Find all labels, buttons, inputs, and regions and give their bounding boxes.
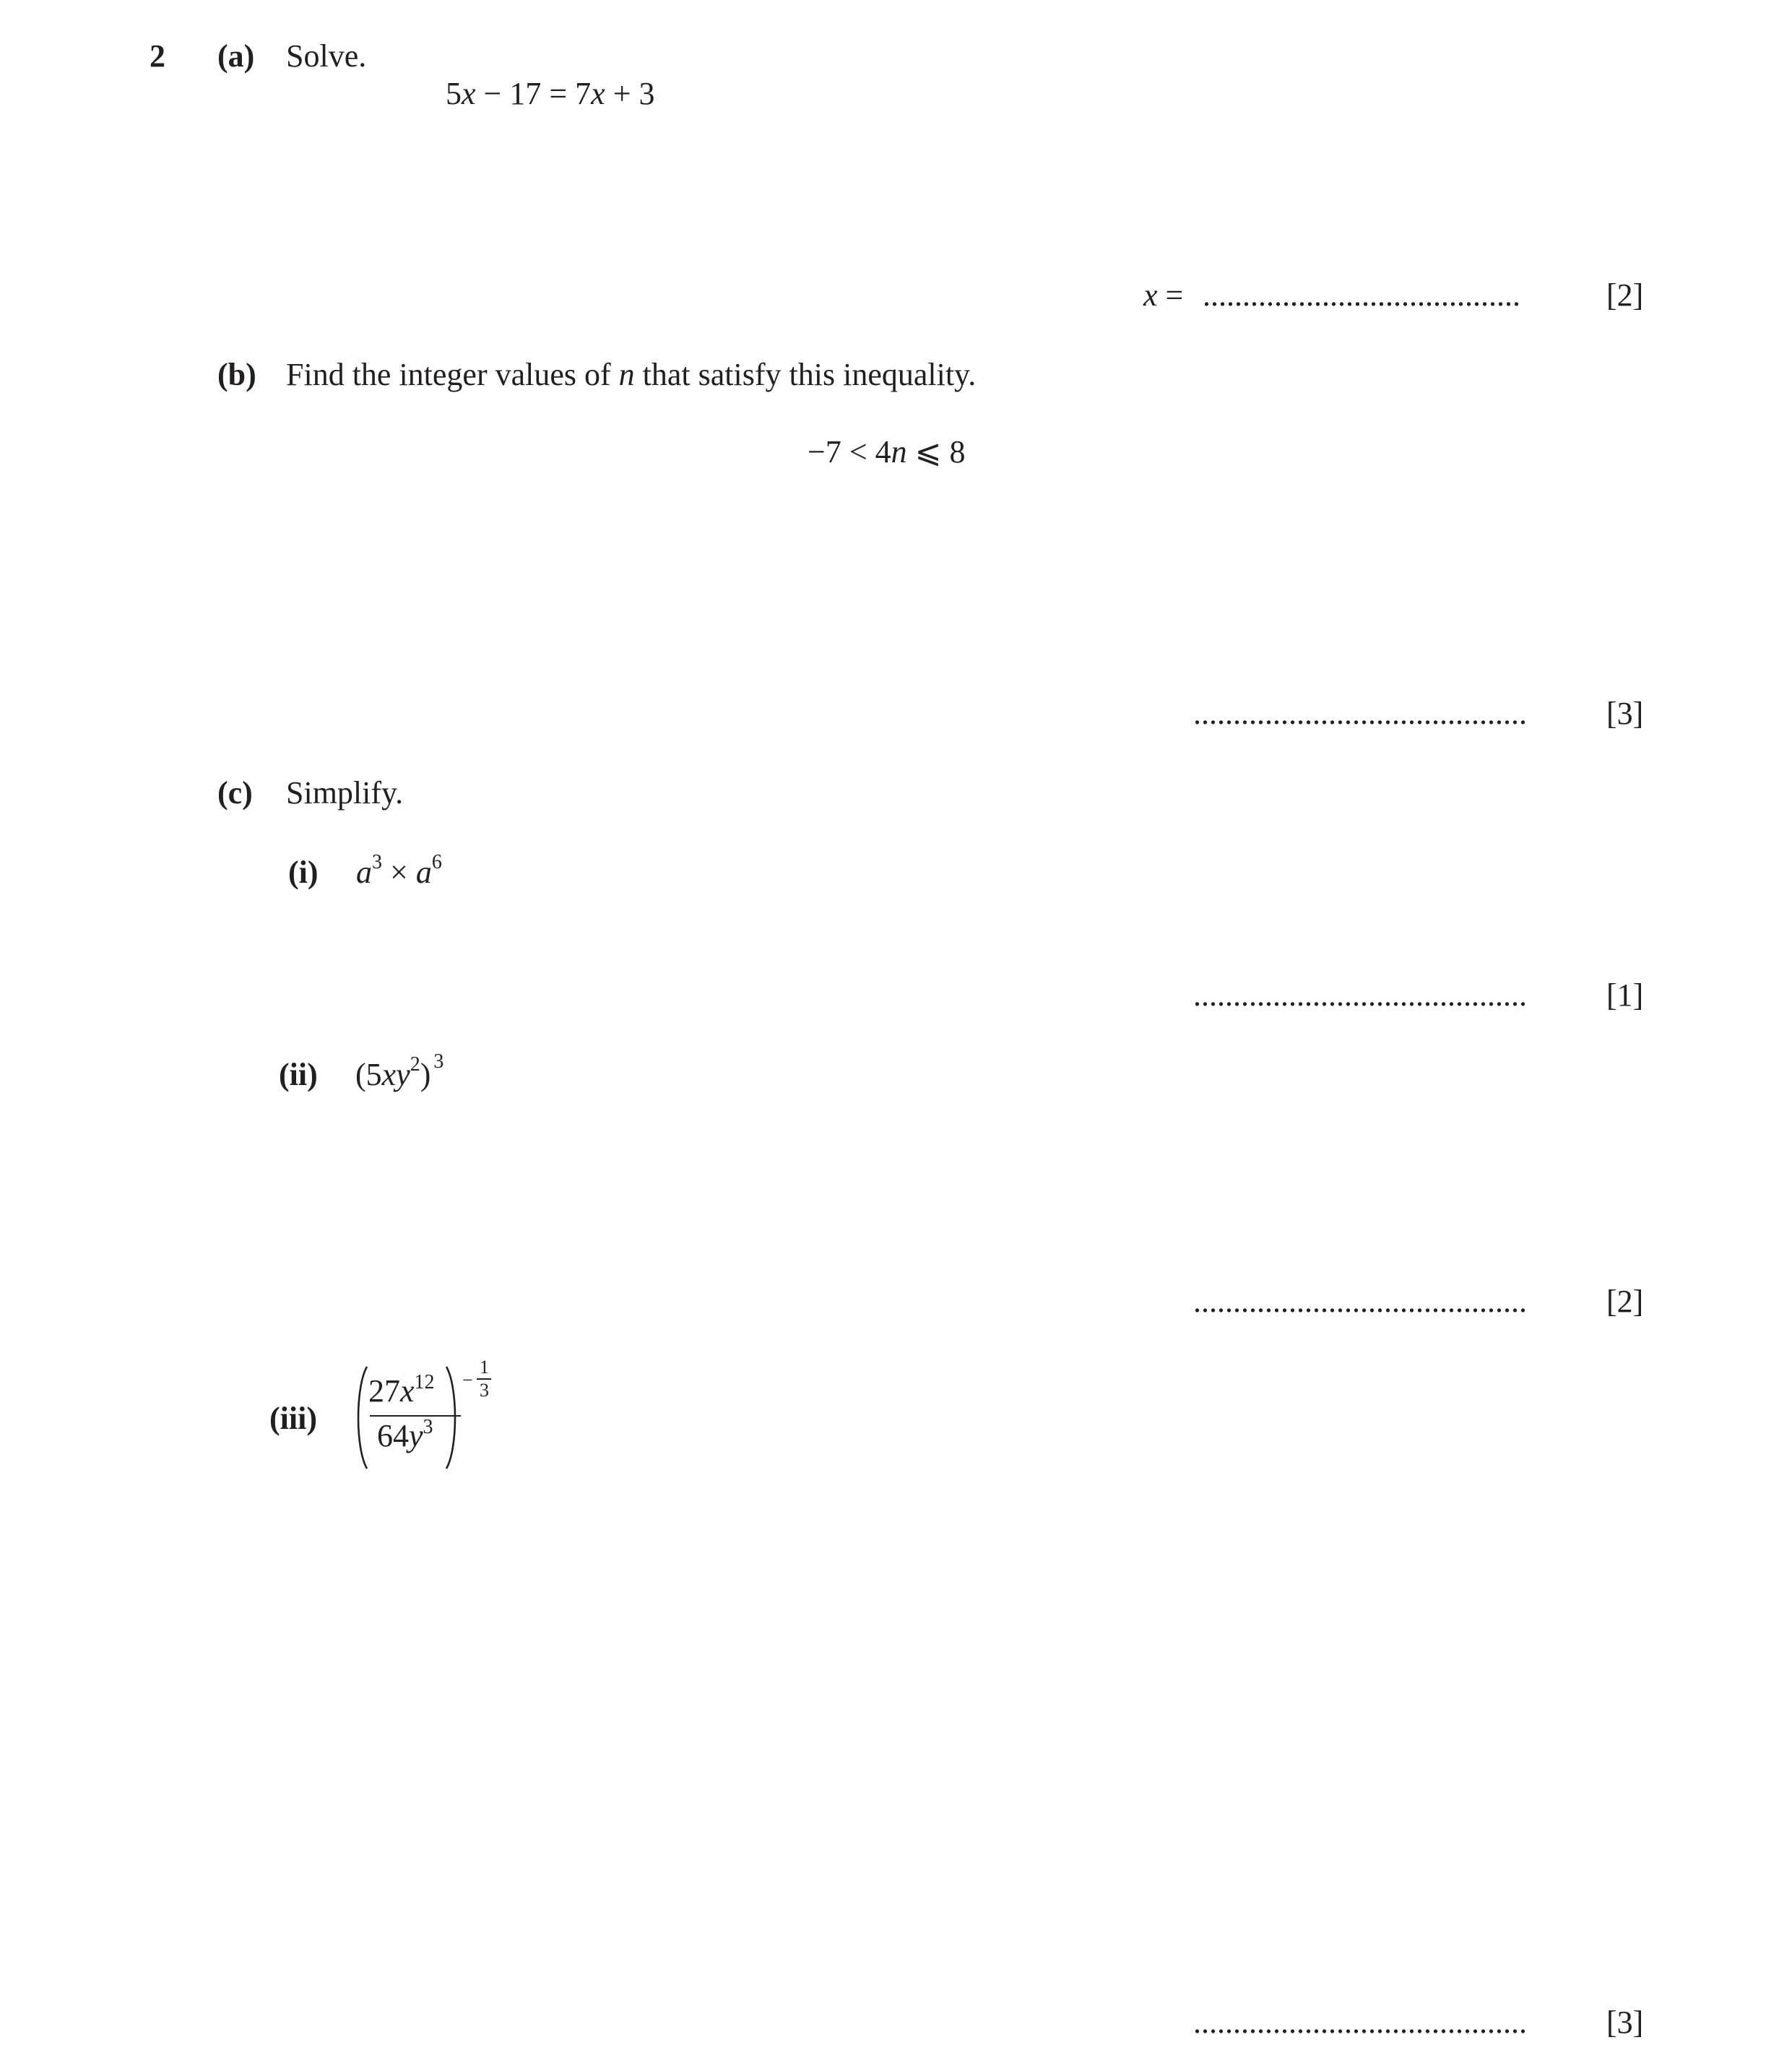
part-c-instruction: Simplify. — [286, 775, 404, 811]
ineq-var-n: n — [891, 434, 907, 470]
part-b-answer-line[interactable]: .......................................... — [1193, 698, 1527, 730]
c-i-base2: a — [415, 855, 432, 890]
c-iii-num-exp: 12 — [414, 1371, 435, 1393]
eq-rhs-rest: + 3 — [605, 76, 655, 111]
c-ii-close: ) — [420, 1057, 431, 1092]
part-a-instruction: Solve. — [286, 38, 367, 74]
c-i-times: × — [382, 855, 416, 890]
eq-var-x: x — [462, 76, 476, 111]
c-ii-var-x: x — [381, 1057, 397, 1092]
part-b-instruction-var: n — [618, 357, 635, 392]
part-a-answer-prefix — [1143, 277, 1184, 313]
part-c-ii-answer-line[interactable]: .......................................... — [1193, 1286, 1527, 1318]
part-a-label: (a) — [217, 38, 255, 74]
part-c-iii-marks: [3] — [1606, 2005, 1644, 2040]
part-c-label: (c) — [217, 775, 253, 811]
part-b-label: (b) — [217, 357, 256, 392]
eq-lhs-rest: − 17 = 7 — [475, 76, 592, 111]
part-c-iii-expression — [352, 1358, 504, 1474]
c-iii-denominator — [377, 1416, 433, 1453]
question-number: 2 — [150, 38, 165, 74]
eq-var-x2: x — [591, 76, 605, 111]
c-iii-numerator — [368, 1371, 435, 1409]
part-b-instruction-end: that satisfy this inequality. — [634, 357, 977, 392]
part-c-i-marks: [1] — [1606, 977, 1644, 1013]
ineq-right: ⩽ 8 — [906, 434, 966, 470]
part-a-marks: [2] — [1606, 277, 1644, 313]
part-c-ii-expression — [355, 1050, 444, 1092]
c-iii-num-var: x — [400, 1373, 415, 1409]
left-paren-icon — [352, 1365, 370, 1470]
part-c-ii-marks: [2] — [1606, 1284, 1644, 1319]
c-i-exp2: 6 — [431, 851, 442, 873]
part-c-i-answer-line[interactable]: .......................................... — [1193, 980, 1527, 1011]
right-paren-icon — [443, 1365, 461, 1470]
c-ii-var-y: y — [396, 1057, 410, 1092]
part-a-equation — [446, 78, 655, 110]
c-ii-inner-exp: 2 — [410, 1053, 420, 1076]
c-iii-outer-exp-num: 1 — [480, 1357, 489, 1378]
c-i-base1: a — [356, 855, 372, 890]
part-c-iii-label: (iii) — [269, 1401, 317, 1436]
c-iii-den-exp: 3 — [423, 1416, 433, 1438]
c-iii-outer-exp-sign: − — [462, 1370, 473, 1391]
part-c-iii-answer-line[interactable]: .......................................... — [1193, 2007, 1527, 2039]
part-c-i-expression — [356, 851, 442, 890]
part-c-ii-label: (ii) — [279, 1057, 318, 1092]
answer-equals: = — [1157, 277, 1184, 313]
part-b-instruction-start: Find the integer values of — [286, 357, 619, 392]
part-c-i-label: (i) — [288, 855, 319, 890]
c-iii-outer-exp-den: 3 — [480, 1380, 489, 1401]
part-b-marks: [3] — [1606, 696, 1644, 731]
c-i-exp1: 3 — [372, 851, 382, 873]
part-b-inequality — [808, 436, 966, 468]
c-ii-open: (5 — [355, 1057, 382, 1092]
eq-lhs-coef: 5 — [446, 76, 462, 111]
c-iii-num-coef: 27 — [368, 1373, 400, 1409]
ineq-left: −7 < 4 — [808, 434, 891, 470]
answer-var-x: x — [1143, 277, 1158, 313]
part-b-instruction — [286, 359, 976, 391]
c-ii-outer-exp: 3 — [433, 1050, 444, 1073]
c-iii-den-coef: 64 — [377, 1418, 409, 1453]
part-a-answer-line[interactable]: ........................................ — [1203, 280, 1520, 311]
c-iii-den-var: y — [409, 1418, 423, 1453]
